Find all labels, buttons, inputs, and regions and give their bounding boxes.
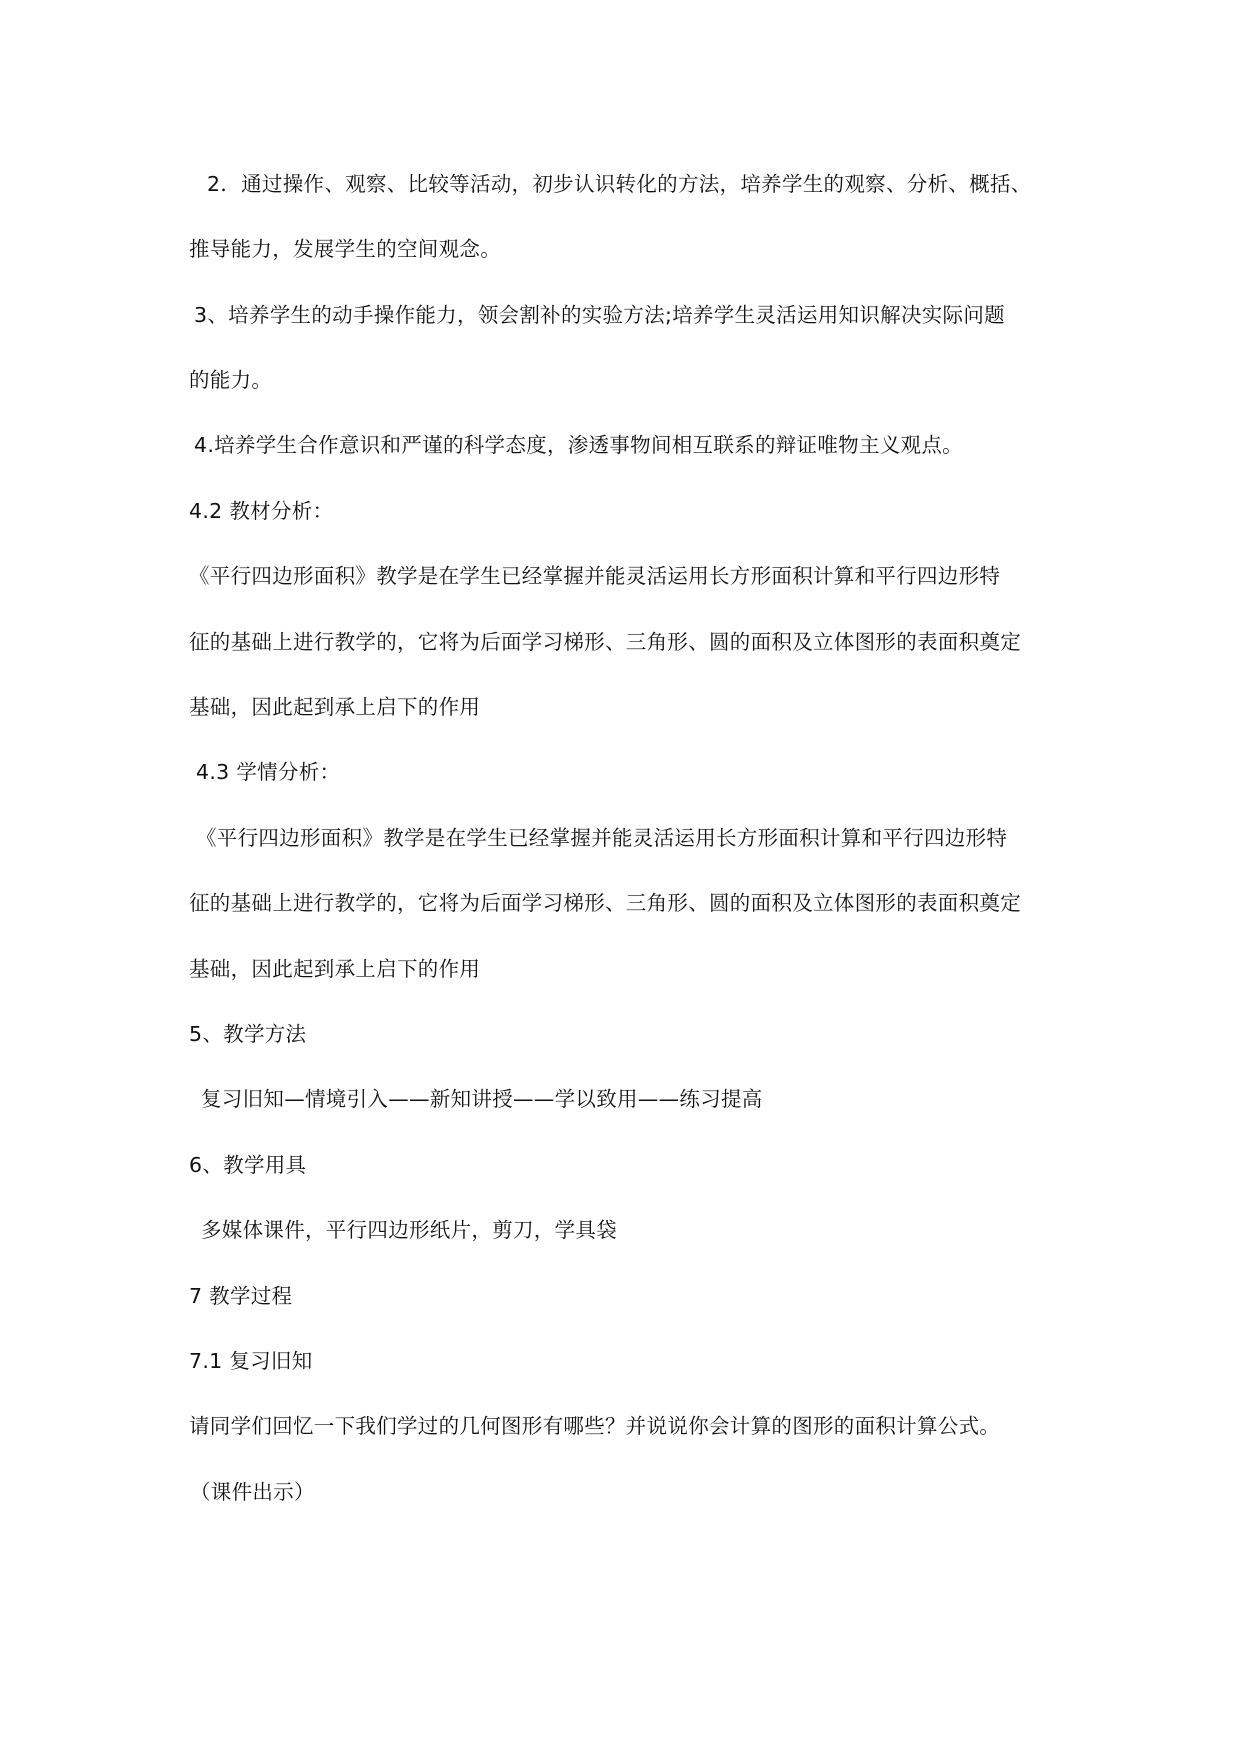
heading-learner-analysis: 4.3 学情分析： <box>196 760 341 784</box>
heading-textbook-analysis: 4.2 教材分析： <box>189 499 334 523</box>
learner-analysis-line-2: 征的基础上进行教学的，它将为后面学习梯形、三角形、圆的面积及立体图形的表面积奠定 <box>189 891 1021 915</box>
objective-4: 4.培养学生合作意识和严谨的科学态度，渗透事物间相互联系的辩证唯物主义观点。 <box>194 433 963 457</box>
review-prompt: 请同学们回忆一下我们学过的几何图形有哪些？并说说你会计算的图形的面积计算公式。 <box>189 1414 1001 1438</box>
heading-review: 7.1 复习旧知 <box>189 1349 313 1373</box>
objective-3-line-2: 的能力。 <box>189 368 273 392</box>
heading-teaching-aids: 6、教学用具 <box>189 1153 307 1177</box>
courseware-note: （课件出示） <box>190 1480 315 1504</box>
textbook-analysis-line-1: 《平行四边形面积》教学是在学生已经掌握并能灵活运用长方形面积计算和平行四边形特 <box>189 564 1001 588</box>
textbook-analysis-line-2: 征的基础上进行教学的，它将为后面学习梯形、三角形、圆的面积及立体图形的表面积奠定 <box>189 630 1021 654</box>
learner-analysis-line-3: 基础，因此起到承上启下的作用 <box>189 957 481 981</box>
textbook-analysis-line-3: 基础，因此起到承上启下的作用 <box>189 695 481 719</box>
teaching-method-text: 复习旧知—情境引入——新知讲授——学以致用——练习提高 <box>201 1087 763 1111</box>
teaching-aids-text: 多媒体课件，平行四边形纸片，剪刀，学具袋 <box>201 1218 617 1242</box>
objective-2-line-1: 2．通过操作、观察、比较等活动，初步认识转化的方法，培养学生的观察、分析、概括、 <box>207 172 1032 196</box>
heading-teaching-process: 7 教学过程 <box>189 1284 293 1308</box>
learner-analysis-line-1: 《平行四边形面积》教学是在学生已经掌握并能灵活运用长方形面积计算和平行四边形特 <box>196 826 1008 850</box>
objective-3-line-1: 3、培养学生的动手操作能力，领会割补的实验方法;培养学生灵活运用知识解决实际问题 <box>194 303 1005 327</box>
objective-2-line-2: 推导能力，发展学生的空间观念。 <box>189 237 501 261</box>
heading-teaching-method: 5、教学方法 <box>189 1022 307 1046</box>
